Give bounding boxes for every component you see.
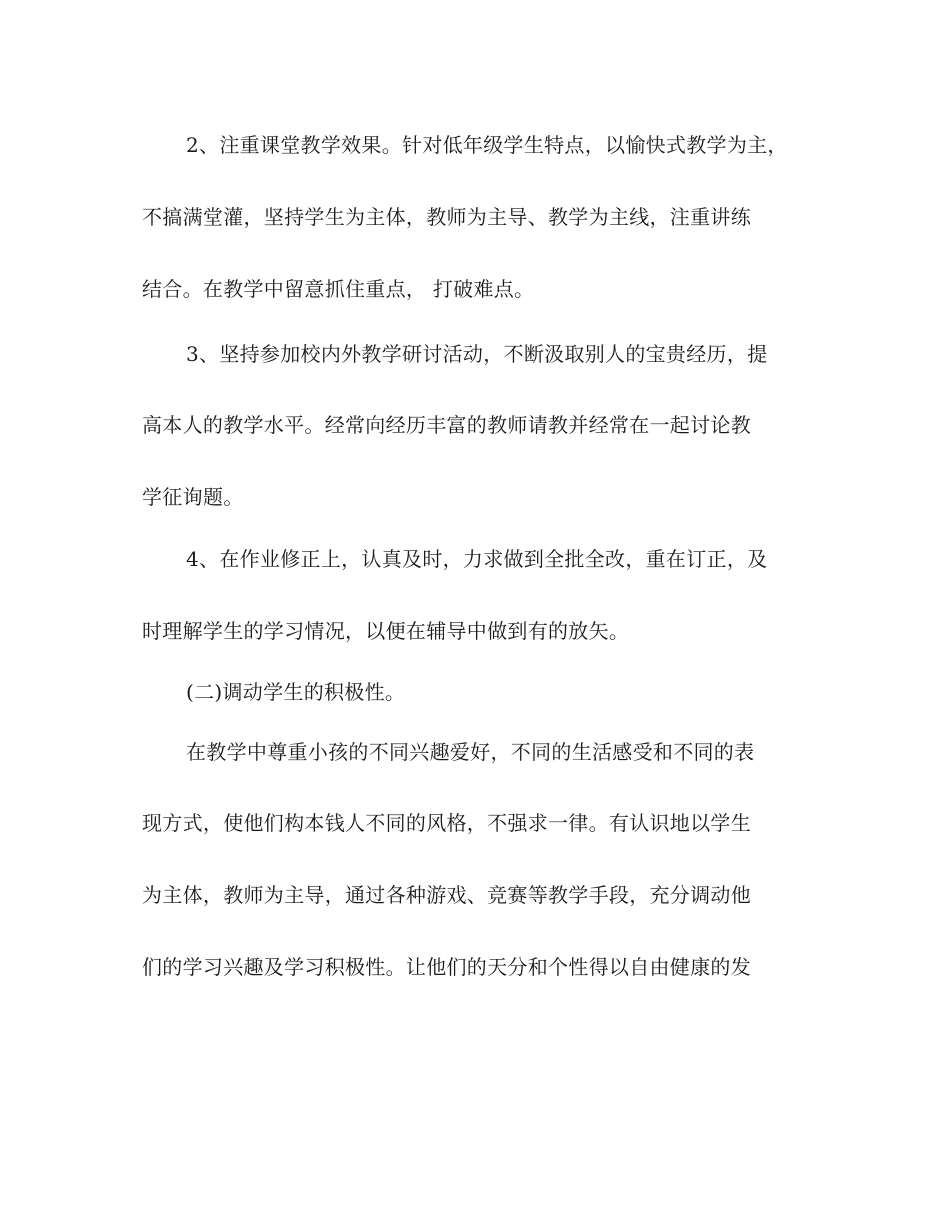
section-heading: (二)调动学生的积极性。	[186, 680, 406, 704]
text-line: 在教学中尊重小孩的不同兴趣爱好，不同的生活感受和不同的表	[186, 740, 755, 764]
text-line: 时理解学生的学习情况，以便在辅导中做到有的放矢。	[142, 619, 630, 643]
text-line: 现方式，使他们构本钱人不同的风格，不强求一律。有认识地以学生	[142, 811, 751, 835]
text-line: 为主体，教师为主导，通过各种游戏、竞赛等教学手段，充分调动他	[142, 883, 751, 907]
text-line: 们的学习兴趣及学习积极性。让他们的天分和个性得以自由健康的发	[142, 955, 751, 979]
text-line: 4、在作业修正上，认真及时，力求做到全批全改，重在订正，及	[186, 547, 768, 571]
text-line: 不搞满堂灌，坚持学生为主体，教师为主导、教学为主线，注重讲练	[142, 205, 751, 229]
text-line: 高本人的教学水平。经常向经历丰富的教师请教并经常在一起讨论教	[142, 413, 751, 437]
text-line: 结合。在教学中留意抓住重点， 打破难点。	[142, 277, 535, 301]
text-line: 3、坚持参加校内外教学研讨活动，不断汲取别人的宝贵经历，提	[186, 342, 768, 366]
text-line: 学征询题。	[142, 485, 244, 509]
text-line: 2、注重课堂教学效果。针对低年级学生特点，以愉快式教学为主，	[186, 133, 788, 157]
